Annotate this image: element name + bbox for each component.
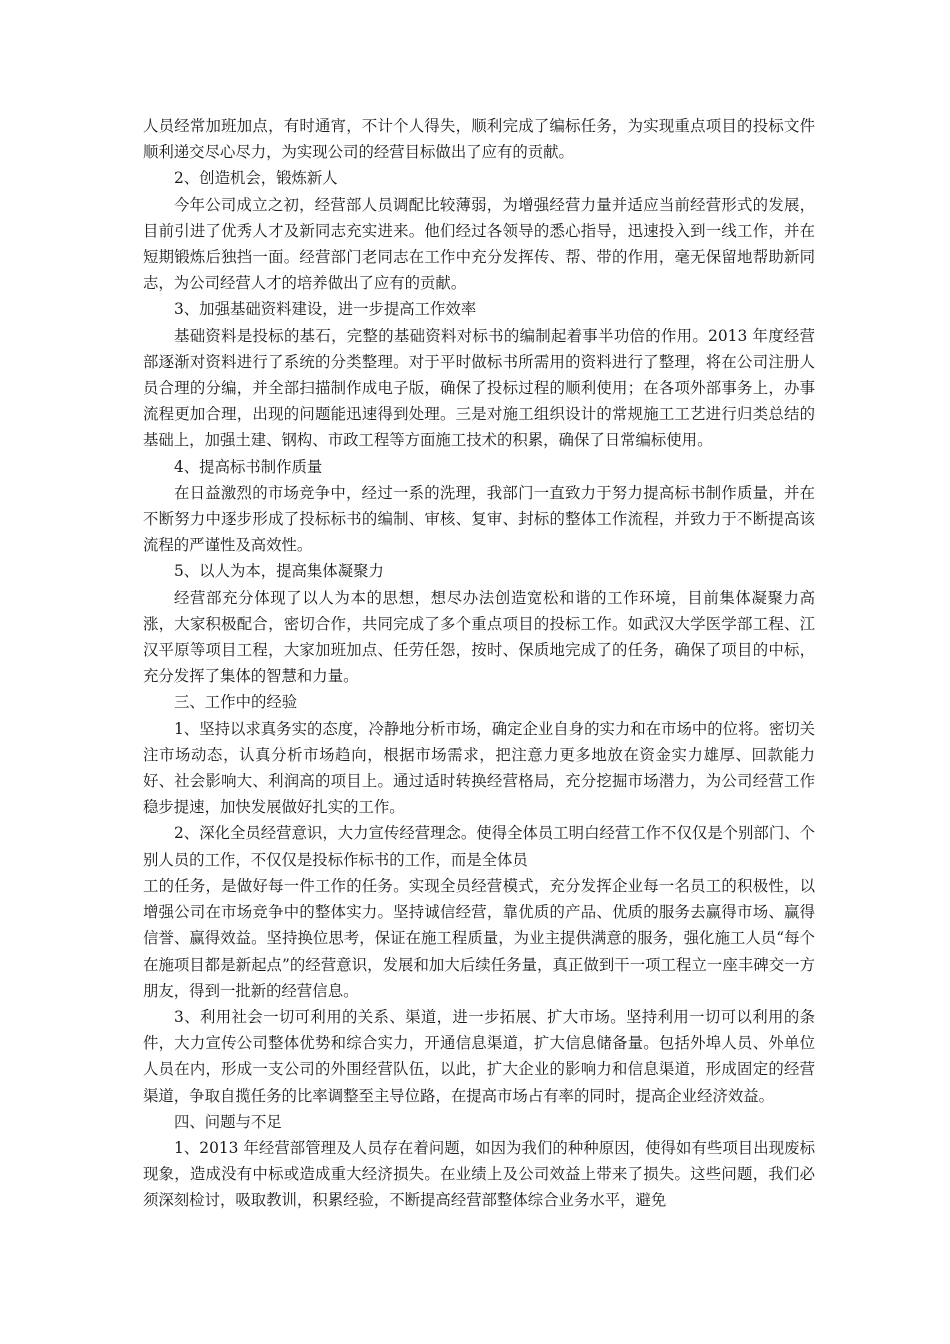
document-page xyxy=(143,113,815,1214)
section-heading: 2、创造机会，锻炼新人 xyxy=(174,169,338,188)
chapter-heading: 四、问题与不足 xyxy=(174,1112,282,1131)
body-paragraph: 今年公司成立之初，经营部人员调配比较薄弱，为增强经营力量并适应当前经营形式的发展，目前引进了优秀人才及新同志充实进来。他们经过各领导的悉心指导，迅速投入到一线工作，并在短期锻炼后独挡一面。经营部门老同志在工作中充分发挥传、帮、带的作用，毫无保留地帮助新同志，为公司经营人才的培养做出了应有的贡献。 xyxy=(143,195,815,293)
body-paragraph: 3、利用社会一切可利用的关系、渠道，进一步拓展、扩大市场。坚持利用一切可以利用的条件，大力宣传公司整体优势和综合实力，开通信息渠道，扩大信息储备量。包括外埠人员、外单位人员在内，形成一支公司的外围经营队伍，以此，扩大企业的影响力和信息渠道，形成固定的经营渠道，争取自揽任务的比率调整至主导位路，在提高市场占有率的同时，提高企业经济效益。 xyxy=(143,1007,815,1105)
body-paragraph: 在日益激烈的市场竞争中，经过一系的洗理，我部门一直致力于努力提高标书制作质量，并在不断努力中逐步形成了投标标书的编制、审核、复审、封标的整体工作流程，并致力于不断提高该流程的严谨性及高效性。 xyxy=(143,483,815,555)
body-paragraph: 人员经常加班加点，有时通宵，不计个人得失，顺利完成了编标任务，为实现重点项目的投标文件顺利递交尽心尽力，为实现公司的经营目标做出了应有的贡献。 xyxy=(143,117,815,162)
body-paragraph: 1、坚持以求真务实的态度，冷静地分析市场，确定企业自身的实力和在市场中的位将。密切关注市场动态，认真分析市场趋向，根据市场需求，把注意力更多地放在资金实力雄厚、回款能力好、社会影响大、利润高的项目上。通过适时转换经营格局，充分挖掘市场潜力，为公司经营工作稳步提速，加快发展做好扎实的工作。 xyxy=(143,719,815,817)
section-heading: 5、以人为本，提高集体凝聚力 xyxy=(174,562,384,581)
body-paragraph: 1、2013 年经营部管理及人员存在着问题，如因为我们的种种原因，使得如有些项目出现废标现象，造成没有中标或造成重大经济损失。在业绩上及公司效益上带来了损失。这些问题，我们必须深刻检讨，吸取教训，积累经验，不断提高经营部整体综合业务水平，避免 xyxy=(143,1138,815,1210)
section-heading: 3、加强基础资料建设，进一步提高工作效率 xyxy=(174,300,477,319)
body-paragraph: 经营部充分体现了以人为本的思想，想尽办法创造宽松和谐的工作环境，目前集体凝聚力高涨，大家积极配合，密切合作，共同完成了多个重点项目的投标工作。如武汉大学医学部工程、江汉平原等项目工程，大家加班加点、任劳任怨，按时、保质地完成了的任务，确保了项目的中标，充分发挥了集体的智慧和力量。 xyxy=(143,588,815,686)
body-paragraph: 工的任务，是做好每一件工作的任务。实现全员经营模式，充分发挥企业每一名员工的积极性，以增强公司在市场竞争中的整体实力。坚持诚信经营，靠优质的产品、优质的服务去赢得市场、赢得信誉、赢得效益。坚持换位思考，保证在施工程质量，为业主提供满意的服务，强化施工人员“每个在施项目都是新起点”的经营意识，发展和加大后续任务量，真正做到干一项工程立一座丰碑交一方朋友，得到一批新的经营信息。 xyxy=(143,876,815,1000)
chapter-heading: 三、工作中的经验 xyxy=(174,693,298,712)
section-heading: 4、提高标书制作质量 xyxy=(174,457,323,476)
body-paragraph: 基础资料是投标的基石，完整的基础资料对标书的编制起着事半功倍的作用。2013 年度经营部逐渐对资料进行了系统的分类整理。对于平时做标书所需用的资料进行了整理，将在公司注册人员合理的分编，并全部扫描制作成电子版，确保了投标过程的顺利使用；在各项外部事务上，办事流程更加合理，出现的问题能迅速得到处理。三是对施工组织设计的常规施工工艺进行归类总结的基础上，加强土建、钢构、市政工程等方面施工技术的积累，确保了日常编标使用。 xyxy=(143,326,815,450)
body-paragraph: 2、深化全员经营意识，大力宣传经营理念。使得全体员工明白经营工作不仅仅是个别部门、个别人员的工作，不仅仅是投标作标书的工作，而是全体员 xyxy=(143,824,815,869)
